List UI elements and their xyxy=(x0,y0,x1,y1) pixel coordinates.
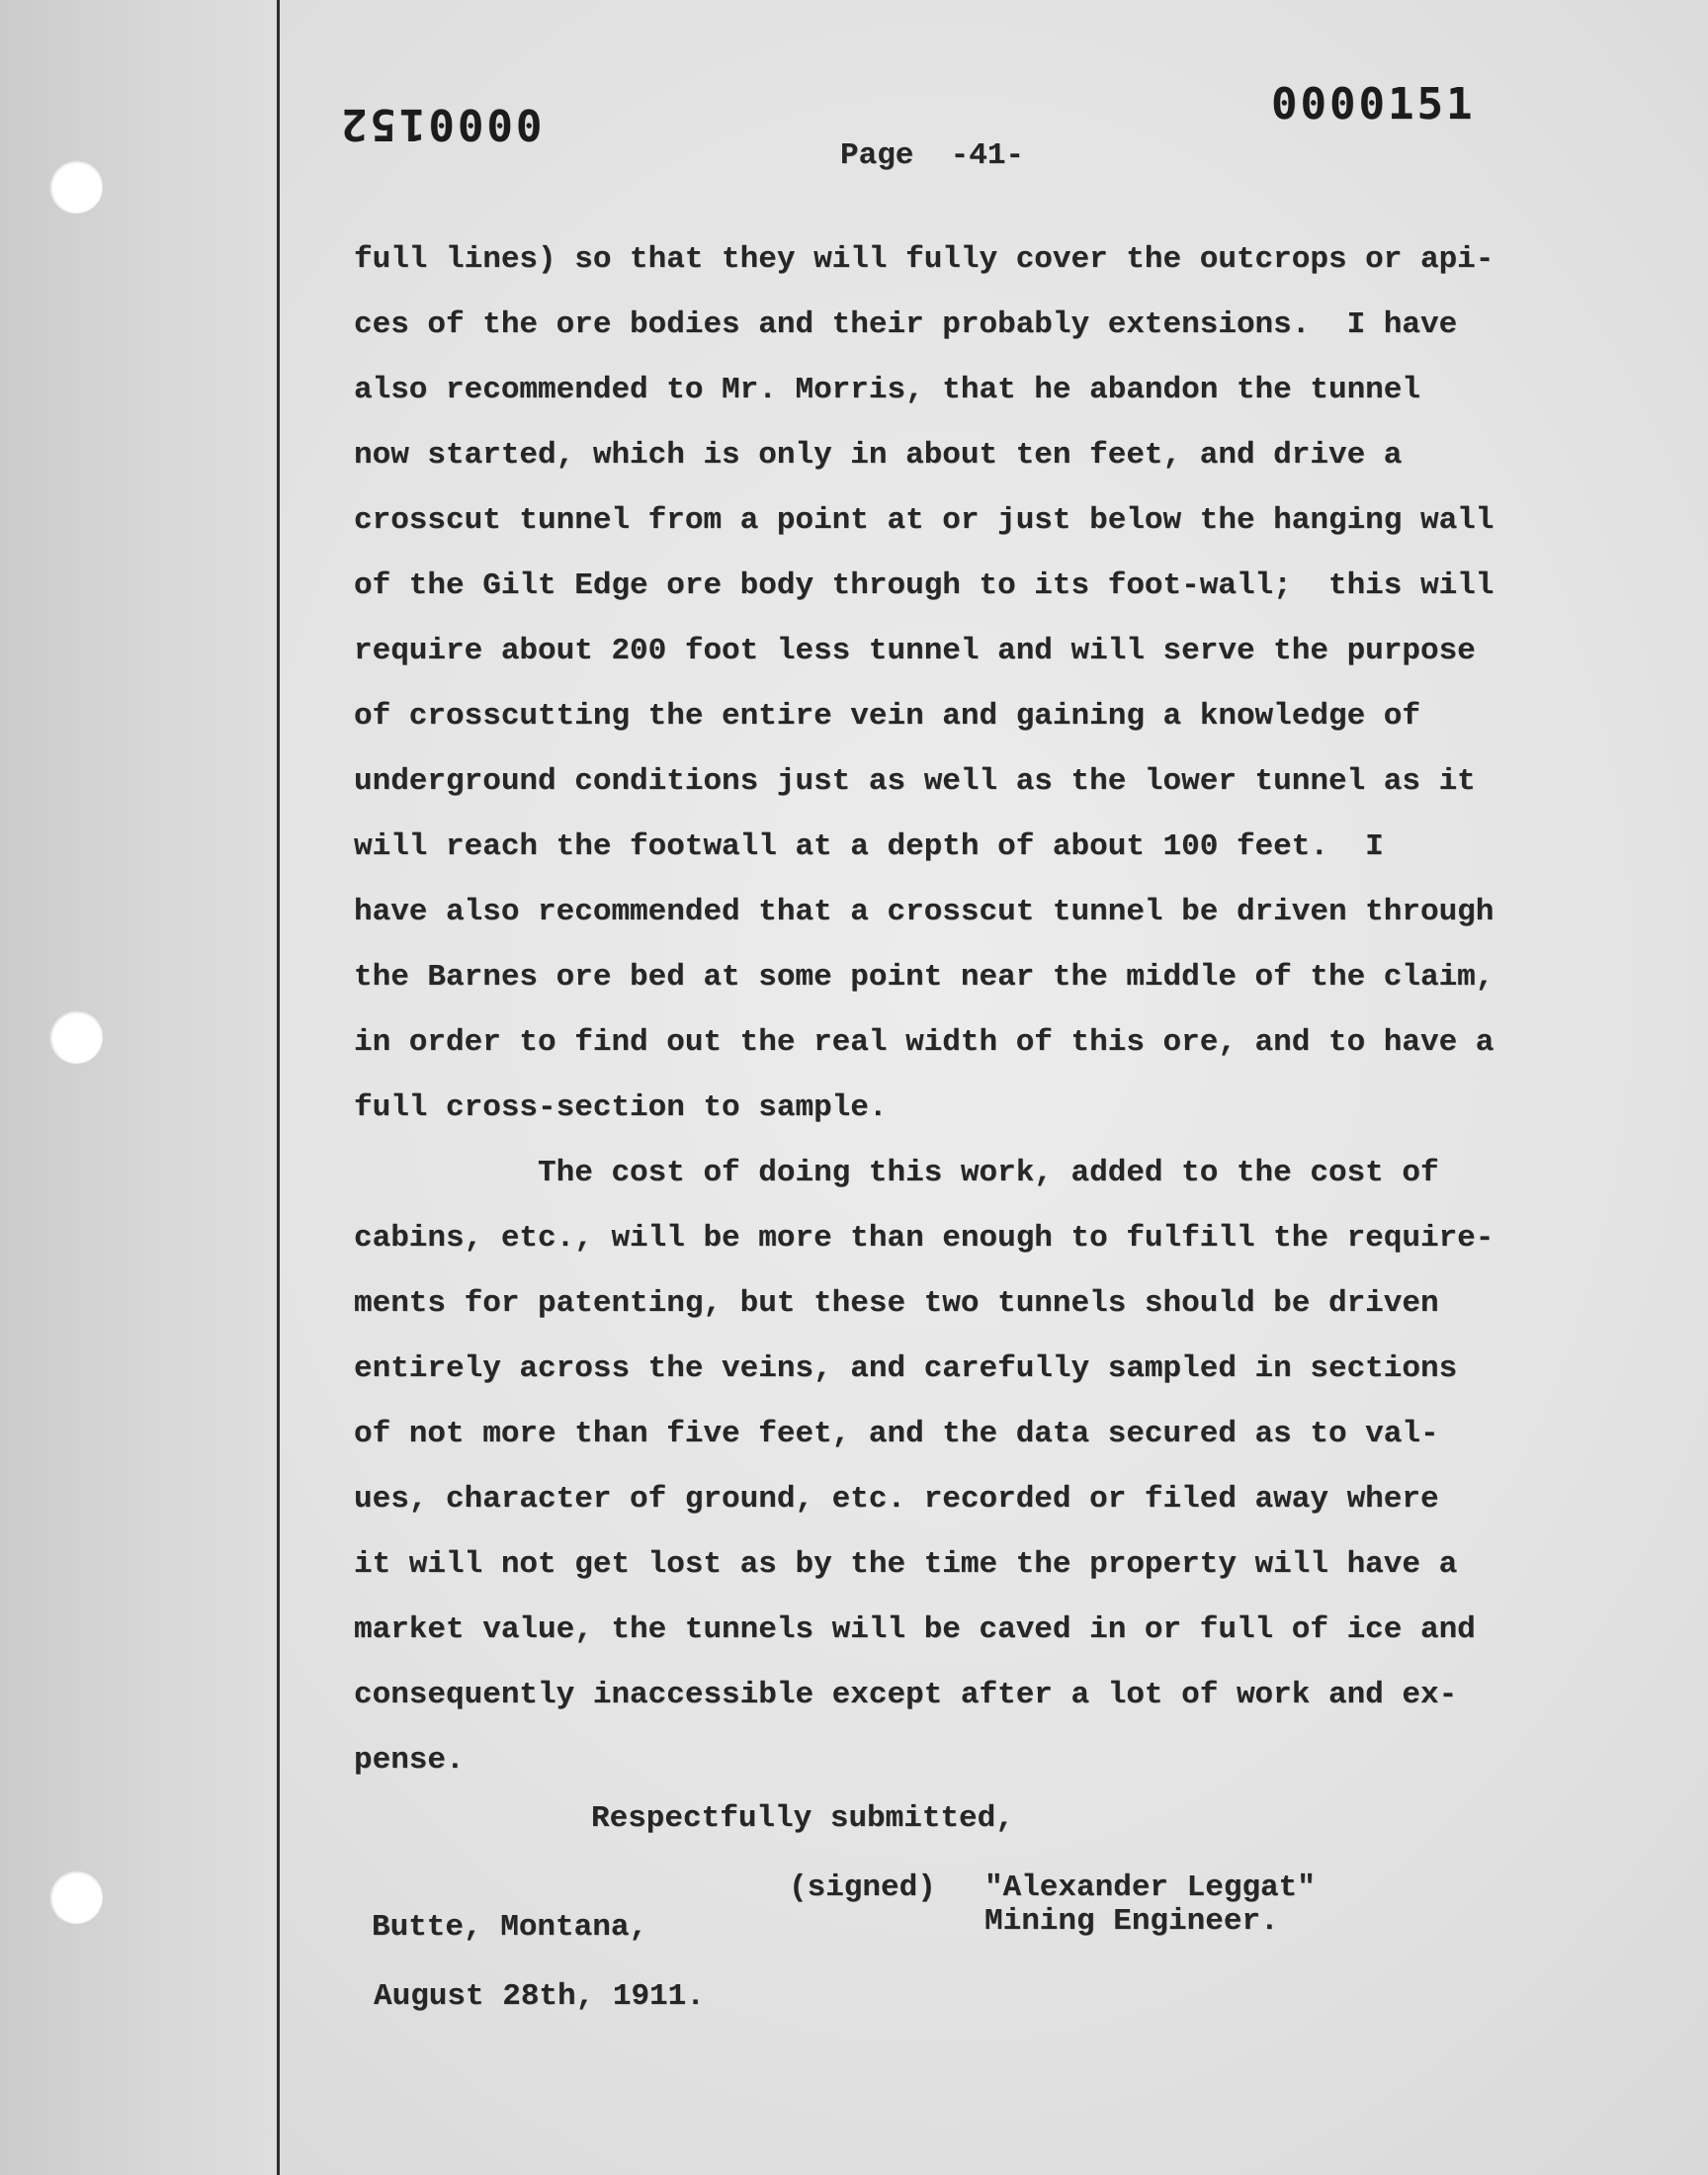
body-line: ces of the ore bodies and their probably extensions. I have xyxy=(354,307,1458,342)
body-line: also recommended to Mr. Morris, that he abandon the tunnel xyxy=(354,373,1420,407)
body-line: in order to find out the real width of this ore, and to have a xyxy=(354,1025,1494,1060)
signer-title: Mining Engineer. xyxy=(984,1904,1279,1939)
signed-label: (signed) xyxy=(789,1870,936,1905)
body-line: of crosscutting the entire vein and gaining a knowledge of xyxy=(354,699,1420,734)
body-line: full lines) so that they will fully cover the outcrops or api- xyxy=(354,242,1494,277)
body-line: now started, which is only in about ten feet, and drive a xyxy=(354,438,1403,473)
page-number: Page -41- xyxy=(840,138,1025,173)
date-line: August 28th, 1911. xyxy=(374,1979,705,2014)
closing-salutation: Respectfully submitted, xyxy=(591,1801,1014,1836)
body-line: pense. xyxy=(354,1743,465,1778)
body-line: entirely across the veins, and carefully sampled in sections xyxy=(354,1351,1458,1386)
body-line: will reach the footwall at a depth of about 100 feet. I xyxy=(354,829,1384,864)
bates-stamp: 0000151 xyxy=(1271,79,1476,130)
body-line: The cost of doing this work, added to the cost of xyxy=(354,1156,1439,1190)
body-line: crosscut tunnel from a point at or just below the hanging wall xyxy=(354,503,1494,538)
body-line: underground conditions just as well as the lower tunnel as it xyxy=(354,764,1476,799)
body-line: of not more than five feet, and the data secured as to val- xyxy=(354,1417,1439,1451)
body-line: the Barnes ore bed at some point near the middle of the claim, xyxy=(354,960,1494,995)
body-line: it will not get lost as by the time the property will have a xyxy=(354,1547,1458,1582)
punch-hole-icon xyxy=(49,160,103,214)
punch-hole-icon xyxy=(49,1010,103,1064)
punch-hole-icon xyxy=(49,1870,103,1924)
margin-rule xyxy=(277,0,280,2175)
body-line: cabins, etc., will be more than enough to fulfill the require- xyxy=(354,1221,1494,1256)
body-line: ues, character of ground, etc. recorded or filed away where xyxy=(354,1482,1439,1517)
body-line: ments for patenting, but these two tunnels should be driven xyxy=(354,1286,1439,1321)
place-line: Butte, Montana, xyxy=(372,1910,648,1945)
body-line: market value, the tunnels will be caved in or full of ice and xyxy=(354,1612,1476,1647)
body-line: full cross-section to sample. xyxy=(354,1090,888,1125)
letter-body xyxy=(354,227,1659,1793)
bates-stamp-inverted: 0000152 xyxy=(338,99,543,149)
body-line: of the Gilt Edge ore body through to its foot-wall; this will xyxy=(354,568,1494,603)
binder-margin xyxy=(0,0,277,2175)
body-line: consequently inaccessible except after a lot of work and ex- xyxy=(354,1678,1458,1712)
signer-name: "Alexander Leggat" xyxy=(984,1870,1316,1905)
body-line: require about 200 foot less tunnel and will serve the purpose xyxy=(354,634,1476,668)
body-line: have also recommended that a crosscut tunnel be driven through xyxy=(354,895,1494,929)
